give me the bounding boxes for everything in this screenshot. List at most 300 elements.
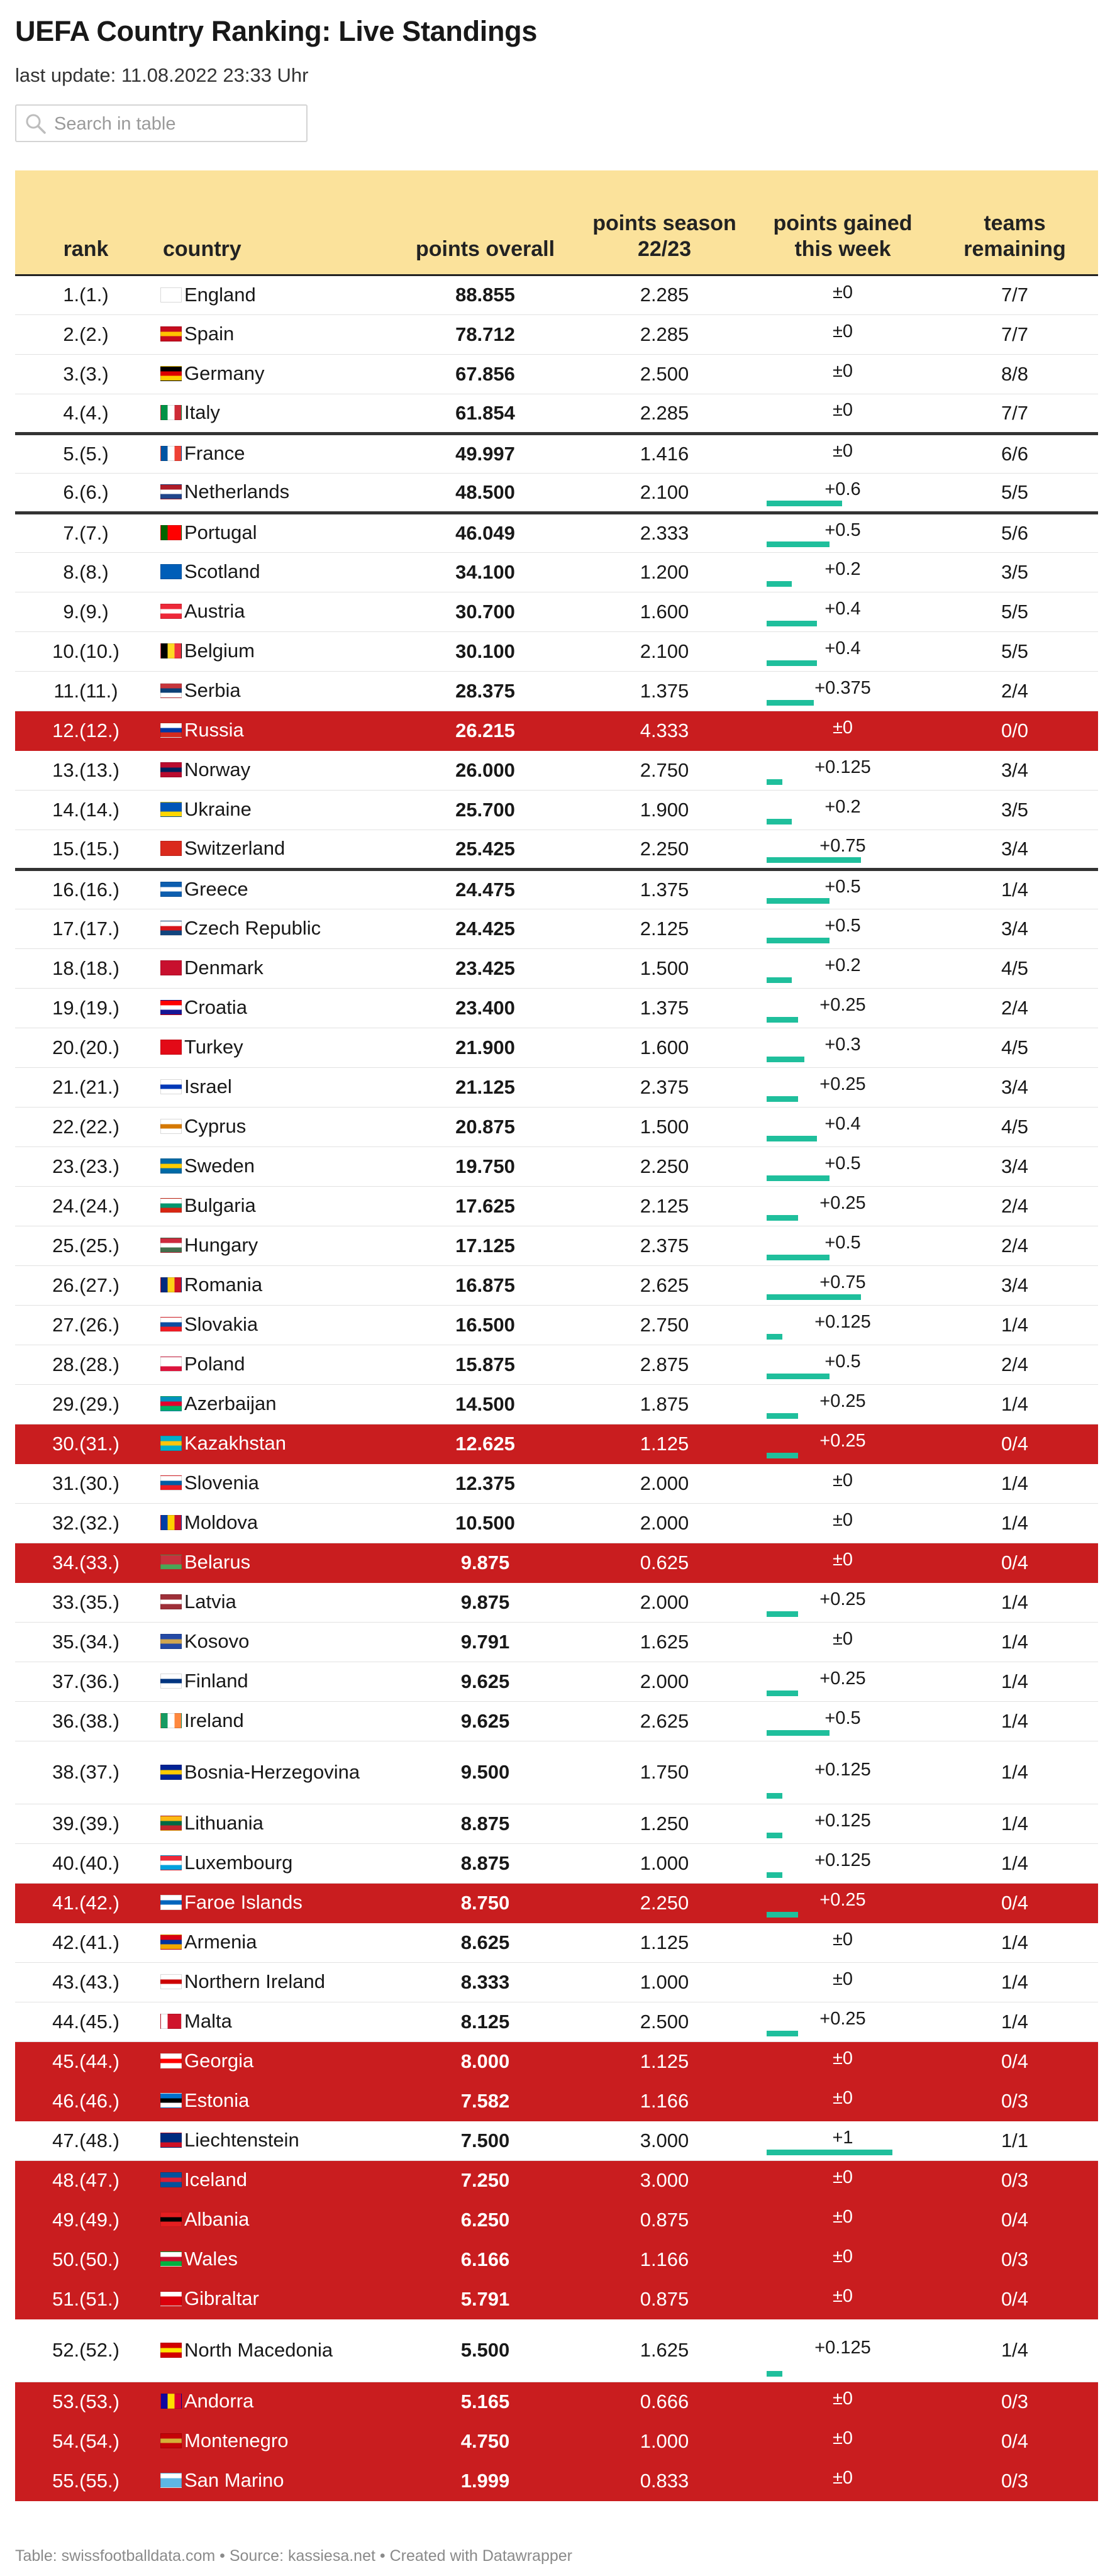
table-row — [15, 354, 1098, 394]
teams-remaining-cell: 0/3 — [931, 2081, 1098, 2121]
teams-remaining-cell: 1/4 — [931, 1463, 1098, 1503]
teams-remaining-cell: 7/7 — [931, 394, 1098, 433]
country-name: Luxembourg — [184, 1852, 293, 1874]
rank-cell: 16.(16.) — [15, 869, 157, 909]
points-season-cell: 2.250 — [575, 1146, 754, 1186]
points-week-bar — [767, 621, 817, 626]
points-week-bar — [767, 2150, 892, 2155]
points-season-cell: 2.500 — [575, 2002, 754, 2041]
column-header-points-week[interactable]: points gained this week — [754, 170, 931, 275]
points-season-cell: 2.625 — [575, 1265, 754, 1305]
points-week-cell — [754, 592, 931, 631]
points-overall-cell: 88.855 — [396, 275, 575, 314]
points-week-bar — [767, 898, 830, 904]
country-cell — [157, 1741, 396, 1804]
points-season-cell: 2.125 — [575, 909, 754, 948]
points-week-bar — [767, 1872, 782, 1878]
points-week-label: ±0 — [832, 1969, 853, 1989]
points-week-bar — [767, 501, 842, 506]
rank-cell: 38.(37.) — [15, 1741, 157, 1804]
country-name: Ukraine — [184, 798, 252, 821]
points-week-cell — [754, 1622, 931, 1662]
rank-cell: 11.(11.) — [15, 671, 157, 711]
country-name: Azerbaijan — [184, 1392, 277, 1415]
country-name: Serbia — [184, 679, 241, 702]
country-name: France — [184, 442, 245, 465]
points-week-bar — [767, 1294, 861, 1300]
kosovo-flag-icon — [160, 1634, 182, 1649]
country-cell — [157, 1923, 396, 1962]
rank-cell: 8.(8.) — [15, 552, 157, 592]
table-body — [15, 275, 1098, 2501]
column-header-country[interactable]: country — [157, 170, 396, 275]
points-season-cell: 4.333 — [575, 711, 754, 750]
points-week-label: ±0 — [832, 2428, 853, 2448]
rank-cell: 50.(50.) — [15, 2240, 157, 2279]
points-week-bar — [767, 1833, 782, 1838]
points-week-label: +0.6 — [824, 479, 861, 499]
points-week-cell — [754, 2200, 931, 2240]
table-row — [15, 1543, 1098, 1582]
rank-cell: 32.(32.) — [15, 1503, 157, 1543]
table-row — [15, 750, 1098, 790]
points-week-cell — [754, 2041, 931, 2081]
points-week-label: +0.4 — [824, 638, 861, 658]
country-name: Russia — [184, 719, 244, 741]
teams-remaining-cell: 3/4 — [931, 1265, 1098, 1305]
table-row — [15, 314, 1098, 354]
country-cell — [157, 1804, 396, 1843]
country-name: Switzerland — [184, 837, 286, 860]
points-season-cell: 1.166 — [575, 2240, 754, 2279]
page-title: UEFA Country Ranking: Live Standings — [15, 15, 538, 47]
table-row — [15, 869, 1098, 909]
points-week-bar — [767, 2371, 782, 2377]
points-week-label: ±0 — [832, 361, 853, 381]
points-season-cell: 1.000 — [575, 2421, 754, 2461]
points-week-cell — [754, 830, 931, 869]
points-overall-cell: 21.900 — [396, 1028, 575, 1067]
belarus-flag-icon — [160, 1555, 182, 1570]
teams-remaining-cell: 1/4 — [931, 1741, 1098, 1804]
country-name: Albania — [184, 2208, 250, 2231]
points-week-cell — [754, 314, 931, 354]
points-week-label: ±0 — [832, 1550, 853, 1570]
points-week-label: +0.2 — [824, 797, 861, 817]
latvia-flag-icon — [160, 1594, 182, 1609]
points-season-cell: 2.750 — [575, 1305, 754, 1345]
points-overall-cell: 8.333 — [396, 1962, 575, 2002]
country-cell — [157, 869, 396, 909]
country-name: Bosnia-Herzegovina — [184, 1760, 360, 1783]
bosnia-flag-icon — [160, 1765, 182, 1780]
points-week-bar — [767, 1017, 798, 1023]
points-season-cell: 2.250 — [575, 1883, 754, 1923]
points-week-label: +0.2 — [824, 559, 861, 579]
denmark-flag-icon — [160, 960, 182, 975]
country-name: Greece — [184, 878, 248, 901]
country-name: Northern Ireland — [184, 1970, 326, 1993]
teams-remaining-cell: 1/4 — [931, 1305, 1098, 1345]
table-row — [15, 2461, 1098, 2501]
points-week-bar — [767, 1730, 830, 1736]
points-week-label: +0.3 — [824, 1035, 861, 1055]
country-cell — [157, 2041, 396, 2081]
rank-cell: 22.(22.) — [15, 1107, 157, 1146]
iceland-flag-icon — [160, 2172, 182, 2187]
table-row — [15, 1146, 1098, 1186]
table-row — [15, 1662, 1098, 1701]
rank-cell: 24.(24.) — [15, 1186, 157, 1226]
country-cell — [157, 1843, 396, 1883]
country-name: Kosovo — [184, 1630, 250, 1653]
teams-remaining-cell: 8/8 — [931, 354, 1098, 394]
country-name: Belgium — [184, 640, 255, 662]
country-name: Portugal — [184, 521, 257, 544]
lithuania-flag-icon — [160, 1816, 182, 1831]
country-name: Ireland — [184, 1709, 244, 1732]
teams-remaining-cell: 1/4 — [931, 1622, 1098, 1662]
country-cell — [157, 592, 396, 631]
table-row — [15, 1463, 1098, 1503]
points-overall-cell: 8.750 — [396, 1883, 575, 1923]
points-week-cell — [754, 1923, 931, 1962]
andorra-flag-icon — [160, 2394, 182, 2409]
country-name: Sweden — [184, 1155, 255, 1177]
points-week-cell — [754, 1146, 931, 1186]
montenegro-flag-icon — [160, 2433, 182, 2448]
country-name: Bulgaria — [184, 1194, 256, 1217]
points-overall-cell: 8.000 — [396, 2041, 575, 2081]
points-week-cell — [754, 1067, 931, 1107]
points-overall-cell: 8.875 — [396, 1804, 575, 1843]
country-name: Austria — [184, 600, 245, 623]
teams-remaining-cell: 3/4 — [931, 1067, 1098, 1107]
points-season-cell: 1.125 — [575, 1424, 754, 1463]
country-cell — [157, 1463, 396, 1503]
points-overall-cell: 12.625 — [396, 1424, 575, 1463]
points-week-cell — [754, 1345, 931, 1384]
points-week-label: ±0 — [832, 441, 853, 461]
points-week-bar — [767, 1453, 798, 1458]
points-season-cell: 1.375 — [575, 988, 754, 1028]
points-week-bar — [767, 541, 830, 547]
table-row — [15, 1345, 1098, 1384]
points-season-cell: 2.285 — [575, 314, 754, 354]
country-name: Andorra — [184, 2390, 254, 2412]
country-cell — [157, 1384, 396, 1424]
table-row — [15, 1962, 1098, 2002]
points-season-cell: 1.166 — [575, 2081, 754, 2121]
points-overall-cell: 26.000 — [396, 750, 575, 790]
teams-remaining-cell: 3/4 — [931, 750, 1098, 790]
country-name: Armenia — [184, 1931, 257, 1953]
points-overall-cell: 20.875 — [396, 1107, 575, 1146]
points-overall-cell: 8.875 — [396, 1843, 575, 1883]
points-overall-cell: 10.500 — [396, 1503, 575, 1543]
ukraine-flag-icon — [160, 802, 182, 817]
points-season-cell: 1.900 — [575, 790, 754, 830]
points-overall-cell: 28.375 — [396, 671, 575, 711]
country-name: Poland — [184, 1353, 245, 1375]
country-name: San Marino — [184, 2469, 284, 2492]
points-week-label: ±0 — [832, 1629, 853, 1649]
points-week-bar — [767, 1215, 798, 1221]
points-week-bar — [767, 977, 792, 983]
rank-cell: 28.(28.) — [15, 1345, 157, 1384]
points-week-label: +0.75 — [819, 836, 866, 856]
search-input[interactable] — [54, 111, 299, 137]
points-season-cell: 2.285 — [575, 275, 754, 314]
table-row — [15, 1265, 1098, 1305]
points-overall-cell: 9.625 — [396, 1662, 575, 1701]
teams-remaining-cell: 1/4 — [931, 1701, 1098, 1741]
points-week-label: +0.5 — [824, 520, 861, 540]
table-row — [15, 2041, 1098, 2081]
points-week-label: +0.25 — [819, 1391, 866, 1411]
points-week-label: +0.125 — [814, 1850, 871, 1870]
teams-remaining-cell: 2/4 — [931, 671, 1098, 711]
points-season-cell: 2.000 — [575, 1662, 754, 1701]
points-week-label: +0.25 — [819, 1431, 866, 1451]
rank-cell: 33.(35.) — [15, 1582, 157, 1622]
country-cell — [157, 1146, 396, 1186]
country-cell — [157, 711, 396, 750]
teams-remaining-cell: 0/4 — [931, 2279, 1098, 2319]
teams-remaining-cell: 1/4 — [931, 2319, 1098, 2382]
points-week-label: +1 — [832, 2128, 853, 2148]
points-week-label: +0.25 — [819, 995, 866, 1015]
points-week-bar — [767, 1690, 798, 1696]
country-name: Slovakia — [184, 1313, 258, 1336]
points-overall-cell: 30.700 — [396, 592, 575, 631]
points-overall-cell: 6.250 — [396, 2200, 575, 2240]
points-week-bar — [767, 1611, 798, 1617]
teams-remaining-cell: 3/5 — [931, 790, 1098, 830]
country-name: Germany — [184, 362, 265, 385]
points-overall-cell: 7.250 — [396, 2160, 575, 2200]
points-week-label: ±0 — [832, 2048, 853, 2068]
column-header-points-overall[interactable]: points overall — [396, 170, 575, 275]
search-icon — [25, 113, 47, 135]
points-week-bar — [767, 1175, 830, 1181]
points-week-label: +0.125 — [814, 757, 871, 777]
rank-cell: 25.(25.) — [15, 1226, 157, 1265]
points-week-cell — [754, 1543, 931, 1582]
points-overall-cell: 21.125 — [396, 1067, 575, 1107]
faroe-flag-icon — [160, 1895, 182, 1910]
country-name: Kazakhstan — [184, 1432, 286, 1455]
liechtenstein-flag-icon — [160, 2133, 182, 2148]
teams-remaining-cell: 2/4 — [931, 988, 1098, 1028]
rank-cell: 34.(33.) — [15, 1543, 157, 1582]
country-name: Finland — [184, 1670, 248, 1692]
turkey-flag-icon — [160, 1040, 182, 1055]
points-season-cell: 2.250 — [575, 830, 754, 869]
rank-cell: 17.(17.) — [15, 909, 157, 948]
teams-remaining-cell: 2/4 — [931, 1226, 1098, 1265]
points-overall-cell: 9.875 — [396, 1543, 575, 1582]
points-week-label: ±0 — [832, 718, 853, 738]
table-row — [15, 2002, 1098, 2041]
points-season-cell: 1.625 — [575, 1622, 754, 1662]
rank-cell: 40.(40.) — [15, 1843, 157, 1883]
points-week-bar — [767, 1136, 817, 1141]
table-row — [15, 1622, 1098, 1662]
country-name: Latvia — [184, 1591, 236, 1613]
table-row — [15, 1107, 1098, 1146]
country-cell — [157, 2160, 396, 2200]
points-week-label: ±0 — [832, 2167, 853, 2187]
country-cell — [157, 631, 396, 671]
points-week-label: +0.125 — [814, 1759, 871, 1780]
san-marino-flag-icon — [160, 2473, 182, 2488]
country-name: Montenegro — [184, 2429, 289, 2452]
teams-remaining-cell: 0/4 — [931, 2041, 1098, 2081]
points-overall-cell: 8.125 — [396, 2002, 575, 2041]
country-cell — [157, 433, 396, 473]
country-name: Netherlands — [184, 480, 290, 503]
points-overall-cell: 9.625 — [396, 1701, 575, 1741]
teams-remaining-cell: 0/3 — [931, 2160, 1098, 2200]
country-name: Gibraltar — [184, 2287, 259, 2310]
points-season-cell: 0.875 — [575, 2200, 754, 2240]
points-overall-cell: 5.165 — [396, 2382, 575, 2421]
armenia-flag-icon — [160, 1935, 182, 1950]
table-row — [15, 1384, 1098, 1424]
teams-remaining-cell: 1/4 — [931, 1582, 1098, 1622]
teams-remaining-cell: 7/7 — [931, 275, 1098, 314]
country-cell — [157, 1305, 396, 1345]
points-season-cell: 3.000 — [575, 2160, 754, 2200]
ireland-flag-icon — [160, 1713, 182, 1728]
points-week-cell — [754, 473, 931, 513]
points-week-cell — [754, 869, 931, 909]
table-row — [15, 2121, 1098, 2160]
teams-remaining-cell: 5/5 — [931, 473, 1098, 513]
rank-cell: 47.(48.) — [15, 2121, 157, 2160]
points-week-bar — [767, 779, 782, 785]
points-week-cell — [754, 2421, 931, 2461]
points-week-cell — [754, 1701, 931, 1741]
country-cell — [157, 2121, 396, 2160]
column-header-rank[interactable]: rank — [15, 170, 157, 275]
table-row — [15, 1701, 1098, 1741]
points-week-cell — [754, 275, 931, 314]
points-overall-cell: 24.425 — [396, 909, 575, 948]
points-overall-cell: 26.215 — [396, 711, 575, 750]
finland-flag-icon — [160, 1674, 182, 1689]
points-overall-cell: 17.625 — [396, 1186, 575, 1226]
points-season-cell: 2.375 — [575, 1226, 754, 1265]
table-row — [15, 2382, 1098, 2421]
slovakia-flag-icon — [160, 1317, 182, 1332]
rank-cell: 18.(18.) — [15, 948, 157, 988]
country-name: Faroe Islands — [184, 1891, 302, 1914]
country-name: North Macedonia — [184, 2338, 333, 2361]
points-season-cell: 2.875 — [575, 1345, 754, 1384]
albania-flag-icon — [160, 2212, 182, 2227]
teams-remaining-cell: 1/4 — [931, 1384, 1098, 1424]
moldova-flag-icon — [160, 1515, 182, 1530]
points-overall-cell: 15.875 — [396, 1345, 575, 1384]
teams-remaining-cell: 5/5 — [931, 592, 1098, 631]
country-name: Cyprus — [184, 1115, 247, 1138]
rank-cell: 52.(52.) — [15, 2319, 157, 2382]
rank-cell: 51.(51.) — [15, 2279, 157, 2319]
northern-ireland-flag-icon — [160, 1974, 182, 1989]
rank-cell: 13.(13.) — [15, 750, 157, 790]
points-season-cell: 1.125 — [575, 2041, 754, 2081]
rank-cell: 39.(39.) — [15, 1804, 157, 1843]
points-week-label: +0.125 — [814, 1312, 871, 1332]
rank-cell: 15.(15.) — [15, 830, 157, 869]
country-cell — [157, 2081, 396, 2121]
points-week-bar — [767, 700, 814, 706]
points-season-cell: 2.750 — [575, 750, 754, 790]
search-box[interactable] — [15, 104, 308, 142]
teams-remaining-cell: 0/4 — [931, 2421, 1098, 2461]
luxembourg-flag-icon — [160, 1855, 182, 1870]
country-cell — [157, 2421, 396, 2461]
teams-remaining-cell: 1/4 — [931, 1503, 1098, 1543]
points-season-cell: 1.500 — [575, 948, 754, 988]
country-cell — [157, 790, 396, 830]
points-season-cell: 1.000 — [575, 1962, 754, 2002]
points-week-cell — [754, 631, 931, 671]
country-cell — [157, 2200, 396, 2240]
country-cell — [157, 394, 396, 433]
georgia-flag-icon — [160, 2053, 182, 2068]
points-week-label: +0.5 — [824, 1352, 861, 1372]
column-header-points-season[interactable]: points season 22/23 — [575, 170, 754, 275]
points-season-cell: 3.000 — [575, 2121, 754, 2160]
table-row — [15, 2279, 1098, 2319]
country-name: Estonia — [184, 2089, 250, 2112]
rank-cell: 44.(45.) — [15, 2002, 157, 2041]
table-row — [15, 592, 1098, 631]
points-week-label: +0.5 — [824, 877, 861, 897]
rank-cell: 5.(5.) — [15, 433, 157, 473]
sweden-flag-icon — [160, 1158, 182, 1174]
rank-cell: 19.(19.) — [15, 988, 157, 1028]
teams-remaining-cell: 5/6 — [931, 513, 1098, 552]
rank-cell: 46.(46.) — [15, 2081, 157, 2121]
czech-flag-icon — [160, 921, 182, 936]
rank-cell: 20.(20.) — [15, 1028, 157, 1067]
points-season-cell: 2.333 — [575, 513, 754, 552]
points-week-cell — [754, 394, 931, 433]
points-overall-cell: 46.049 — [396, 513, 575, 552]
table-row — [15, 1424, 1098, 1463]
points-overall-cell: 14.500 — [396, 1384, 575, 1424]
country-name: Denmark — [184, 957, 264, 979]
points-week-cell — [754, 552, 931, 592]
column-header-teams-remaining[interactable]: teams remaining — [931, 170, 1098, 275]
points-season-cell: 0.625 — [575, 1543, 754, 1582]
points-season-cell: 1.375 — [575, 671, 754, 711]
points-week-cell — [754, 790, 931, 830]
rank-cell: 3.(3.) — [15, 354, 157, 394]
points-week-cell — [754, 2319, 931, 2382]
country-cell — [157, 2382, 396, 2421]
points-week-cell — [754, 513, 931, 552]
country-cell — [157, 1582, 396, 1622]
points-season-cell: 2.100 — [575, 631, 754, 671]
points-season-cell: 2.625 — [575, 1701, 754, 1741]
points-week-label: ±0 — [832, 400, 853, 420]
teams-remaining-cell: 2/4 — [931, 1186, 1098, 1226]
